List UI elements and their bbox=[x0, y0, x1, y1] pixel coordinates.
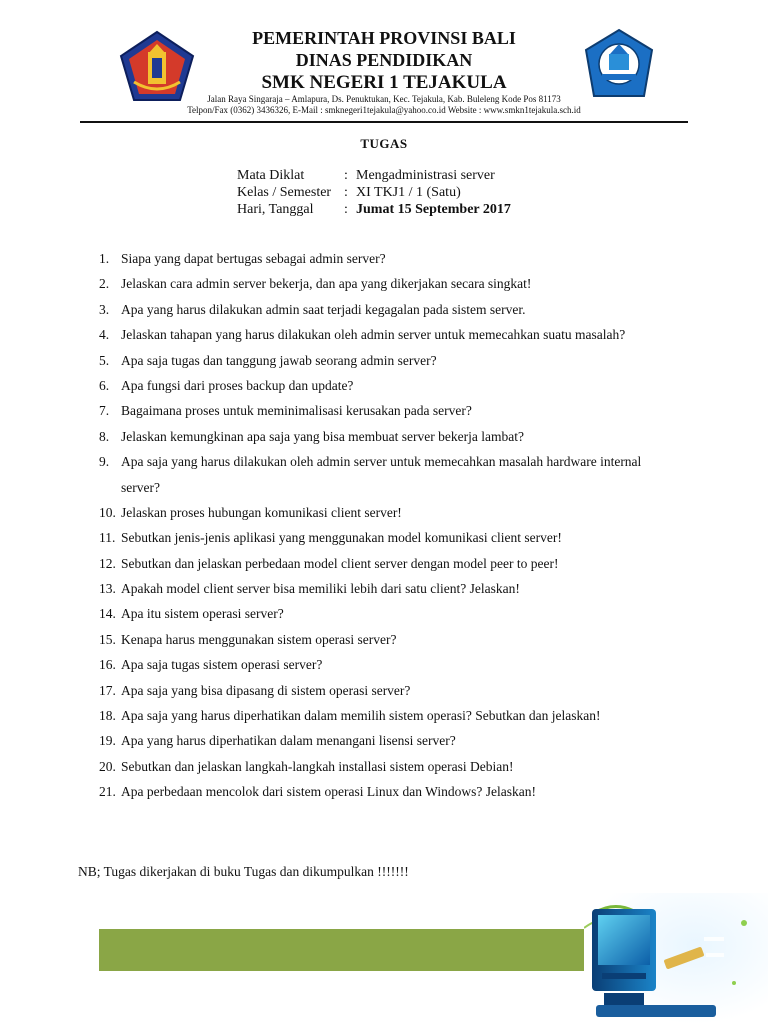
meta-label: Mata Diklat bbox=[237, 168, 305, 183]
meta-value: Jumat 15 September 2017 bbox=[356, 202, 511, 217]
header-line-3: SMK NEGERI 1 TEJAKULA bbox=[261, 72, 507, 93]
question-list bbox=[99, 251, 679, 810]
question-text: Jelaskan tahapan yang harus dilakukan oleh admin server untuk memecahkan suatu masalah? bbox=[121, 327, 626, 343]
list-item bbox=[99, 454, 679, 505]
footer-note: NB; Tugas dikerjakan di buku Tugas dan dikumpulkan !!!!!!! bbox=[78, 864, 409, 879]
question-text: Apa yang harus dilakukan admin saat terjadi kegagalan pada sistem server. bbox=[121, 301, 526, 317]
question-text: Sebutkan jenis-jenis aplikasi yang menggunakan model komunikasi client server! bbox=[121, 530, 562, 546]
question-text: Bagaimana proses untuk meminimalisasi kerusakan pada server? bbox=[121, 403, 472, 419]
question-number: 1. bbox=[99, 251, 110, 266]
computer-illustration-icon bbox=[584, 893, 768, 1024]
question-number: 21. bbox=[99, 784, 116, 800]
question-number: 17. bbox=[99, 682, 116, 698]
question-text: Apa yang harus diperhatikan dalam menangani lisensi server? bbox=[121, 733, 456, 749]
meta-colon: : bbox=[344, 202, 348, 217]
meta-colon: : bbox=[344, 168, 348, 183]
address-line-1: Jalan Raya Singaraja – Amlapura, Ds. Penuktukan, Kec. Tejakula, Kab. Buleleng Kode Pos 81173 bbox=[207, 94, 561, 104]
question-text: Kenapa harus menggunakan sistem operasi server? bbox=[121, 631, 397, 647]
question-text: Sebutkan dan jelaskan langkah-langkah installasi sistem operasi Debian! bbox=[121, 758, 514, 774]
decorative-band bbox=[99, 929, 586, 971]
header-divider bbox=[80, 121, 688, 123]
question-number: 8. bbox=[99, 428, 110, 444]
question-text: Sebutkan dan jelaskan perbedaan model client server dengan model peer to peer! bbox=[121, 555, 559, 571]
letterhead bbox=[0, 0, 768, 130]
question-text: Apa fungsi dari proses backup dan update? bbox=[121, 377, 354, 393]
question-text: Apa saja yang harus diperhatikan dalam memilih sistem operasi? Sebutkan dan jelaskan! bbox=[121, 708, 601, 724]
question-number: 6. bbox=[99, 377, 110, 393]
question-text: Jelaskan proses hubungan komunikasi client server! bbox=[121, 504, 402, 520]
question-number: 11. bbox=[99, 530, 116, 546]
question-number: 20. bbox=[99, 758, 116, 774]
meta-value: Mengadministrasi server bbox=[356, 168, 495, 183]
question-number: 10. bbox=[99, 504, 116, 520]
question-text: Apa itu sistem operasi server? bbox=[121, 606, 284, 622]
question-number: 18. bbox=[99, 708, 116, 724]
question-number: 19. bbox=[99, 733, 116, 749]
meta-colon: : bbox=[344, 185, 348, 200]
question-text: Jelaskan kemungkinan apa saja yang bisa membuat server bekerja lambat? bbox=[121, 428, 524, 444]
question-number: 13. bbox=[99, 581, 116, 597]
question-number: 14. bbox=[99, 606, 116, 622]
question-number: 12. bbox=[99, 555, 116, 571]
meta-value: XI TKJ1 / 1 (Satu) bbox=[356, 185, 461, 200]
header-line-1: PEMERINTAH PROVINSI BALI bbox=[252, 28, 516, 48]
meta-label: Hari, Tanggal bbox=[237, 202, 314, 217]
question-text: Apa saja yang bisa dipasang di sistem operasi server? bbox=[121, 682, 411, 698]
page-title: TUGAS bbox=[360, 136, 408, 151]
list-item bbox=[99, 784, 679, 809]
question-number: 9. bbox=[99, 454, 110, 470]
header-line-2: DINAS PENDIDIKAN bbox=[295, 50, 473, 70]
question-text: Siapa yang dapat bertugas sebagai admin server? bbox=[121, 251, 386, 266]
question-text: Apakah model client server bisa memiliki lebih dari satu client? Jelaskan! bbox=[121, 581, 520, 597]
question-text: Apa saja yang harus dilakukan oleh admin server untuk memecahkan masalah hardware internal server? bbox=[121, 454, 642, 495]
question-number: 2. bbox=[99, 276, 110, 292]
question-number: 7. bbox=[99, 403, 110, 419]
question-number: 16. bbox=[99, 657, 116, 673]
question-number: 3. bbox=[99, 301, 110, 317]
question-text: Apa saja tugas dan tanggung jawab seorang admin server? bbox=[121, 352, 437, 368]
question-number: 5. bbox=[99, 352, 110, 368]
question-text: Jelaskan cara admin server bekerja, dan apa yang dikerjakan secara singkat! bbox=[121, 276, 532, 292]
question-text: Apa saja tugas sistem operasi server? bbox=[121, 657, 323, 673]
meta-label: Kelas / Semester bbox=[237, 185, 332, 200]
question-number: 4. bbox=[99, 327, 110, 343]
question-number: 15. bbox=[99, 631, 116, 647]
address-line-2: Telpon/Fax (0362) 3436326, E-Mail : smknegeri1tejakula@yahoo.co.id Website : www.smkn1tejakula.sch.id bbox=[187, 105, 581, 115]
question-text: Apa perbedaan mencolok dari sistem operasi Linux dan Windows? Jelaskan! bbox=[121, 784, 536, 800]
